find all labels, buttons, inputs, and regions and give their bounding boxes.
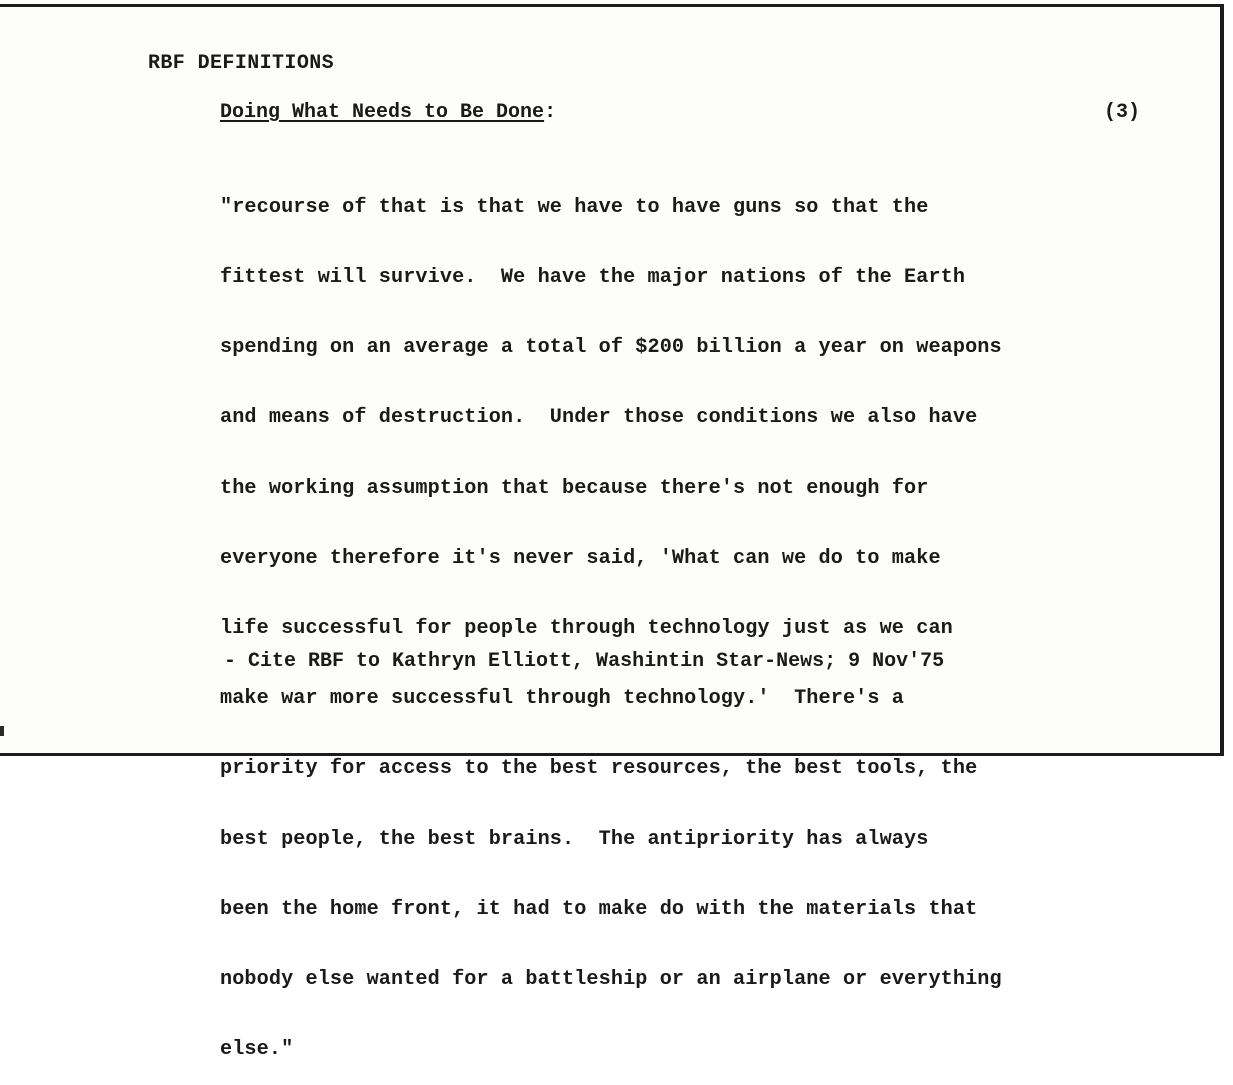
citation: - Cite RBF to Kathryn Elliott, Washintin Star-News; 9 Nov'75: [224, 650, 945, 673]
quote-line: life successful for people through technology just as we can: [220, 617, 953, 641]
entry-title: [220, 101, 556, 124]
quote-line: and means of destruction. Under those conditions we also have: [220, 406, 978, 430]
quote-line: the working assumption that because there's not enough for: [220, 476, 929, 500]
quote-line: "recourse of that is that we have to have guns so that the: [220, 195, 929, 219]
quote-line: everyone therefore it's never said, 'What can we do to make: [220, 546, 941, 570]
entry-title-colon: :: [544, 101, 557, 124]
entry-title-text: Doing What Needs to Be Done: [220, 101, 545, 124]
edge-mark: [0, 726, 4, 736]
quote-line: priority for access to the best resources, the best tools, the: [220, 757, 978, 781]
quote-line: spending on an average a total of $200 billion a year on weapons: [220, 336, 1002, 360]
quote-line: else.": [220, 1038, 294, 1062]
page-number: (3): [1103, 101, 1140, 124]
quote-line: best people, the best brains. The antipriority has always: [220, 827, 929, 851]
quote-line: make war more successful through technology.' There's a: [220, 687, 905, 711]
document-heading: RBF DEFINITIONS: [148, 52, 335, 75]
quote-line: been the home front, it had to make do with the materials that: [220, 897, 978, 921]
quote-block: [220, 149, 1160, 1085]
quote-line: fittest will survive. We have the major nations of the Earth: [220, 266, 966, 290]
quote-line: nobody else wanted for a battleship or an airplane or everything: [220, 968, 1002, 992]
entry-title-row: [220, 101, 1140, 129]
